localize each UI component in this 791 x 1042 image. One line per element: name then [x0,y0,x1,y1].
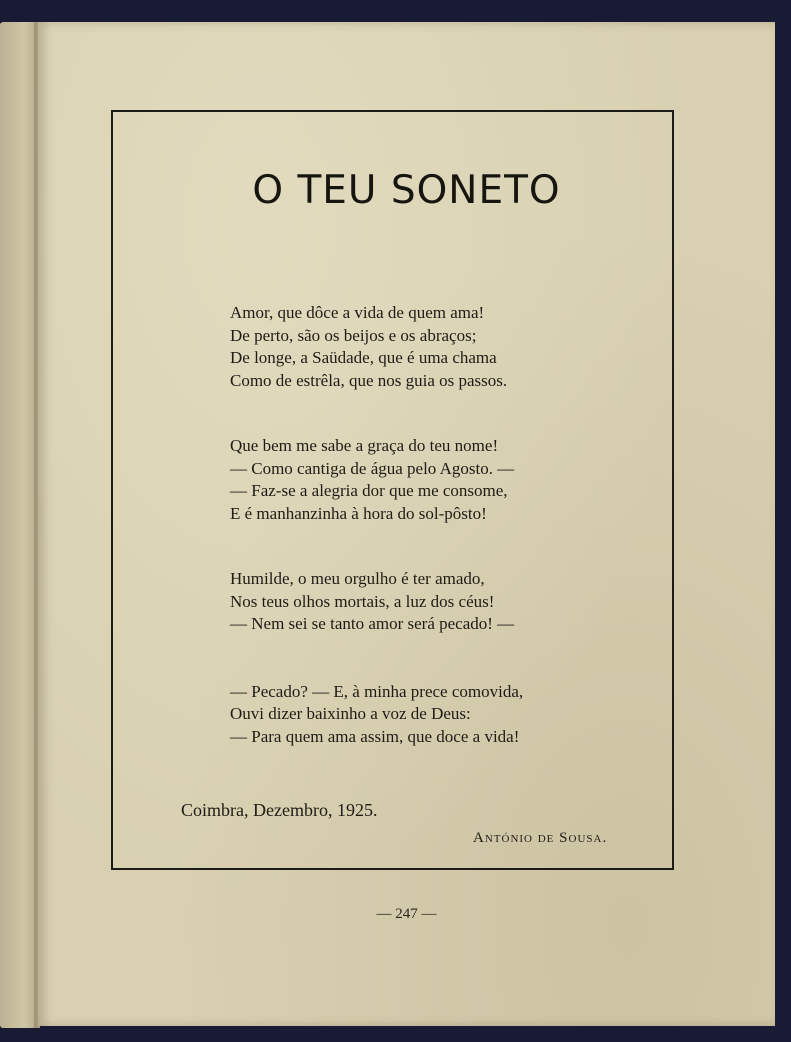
poem-line: Que bem me sabe a graça do teu nome! [230,436,499,455]
poem-line: De perto, são os beijos e os abraços; [230,325,477,345]
stanza-2 [230,435,610,525]
dateline: Coimbra, Dezembro, 1925. [181,800,378,820]
poem-line: — Pecado? — E, à minha prece comovida, [230,681,524,701]
poem-line: — Nem sei se tanto amor será pecado! — [230,614,515,633]
poem-line: Como de estrêla, que nos guia os passos. [230,370,508,390]
poem-line: E é manhanzinha à hora do sol-pôsto! [230,503,487,523]
poem-line: — Para quem ama assim, que doce a vida! [230,726,520,746]
stanza-3 [230,568,610,636]
page-number: — 247 — [376,906,437,922]
poem-line: Amor, que dôce a vida de quem ama! [230,303,485,322]
poem-line: De longe, a Saüdade, que é uma chama [230,348,497,367]
book-page [38,22,775,1026]
stanza-1 [230,302,610,392]
poem-line: Ouvi dizer baixinho a voz de Deus: [230,704,471,723]
poem-line: Humilde, o meu orgulho é ter amado, [230,569,485,588]
poem-line: Nos teus olhos mortais, a luz dos céus! [230,591,495,611]
poem-line: — Como cantiga de água pelo Agosto. — [230,458,515,478]
poem-body [230,302,610,791]
poem-line: — Faz-se a alegria dor que me consome, [230,481,508,500]
poem-title: O TEU SONETO [252,168,561,213]
author-signature: António de Sousa. [473,830,608,846]
stanza-4 [230,681,610,749]
